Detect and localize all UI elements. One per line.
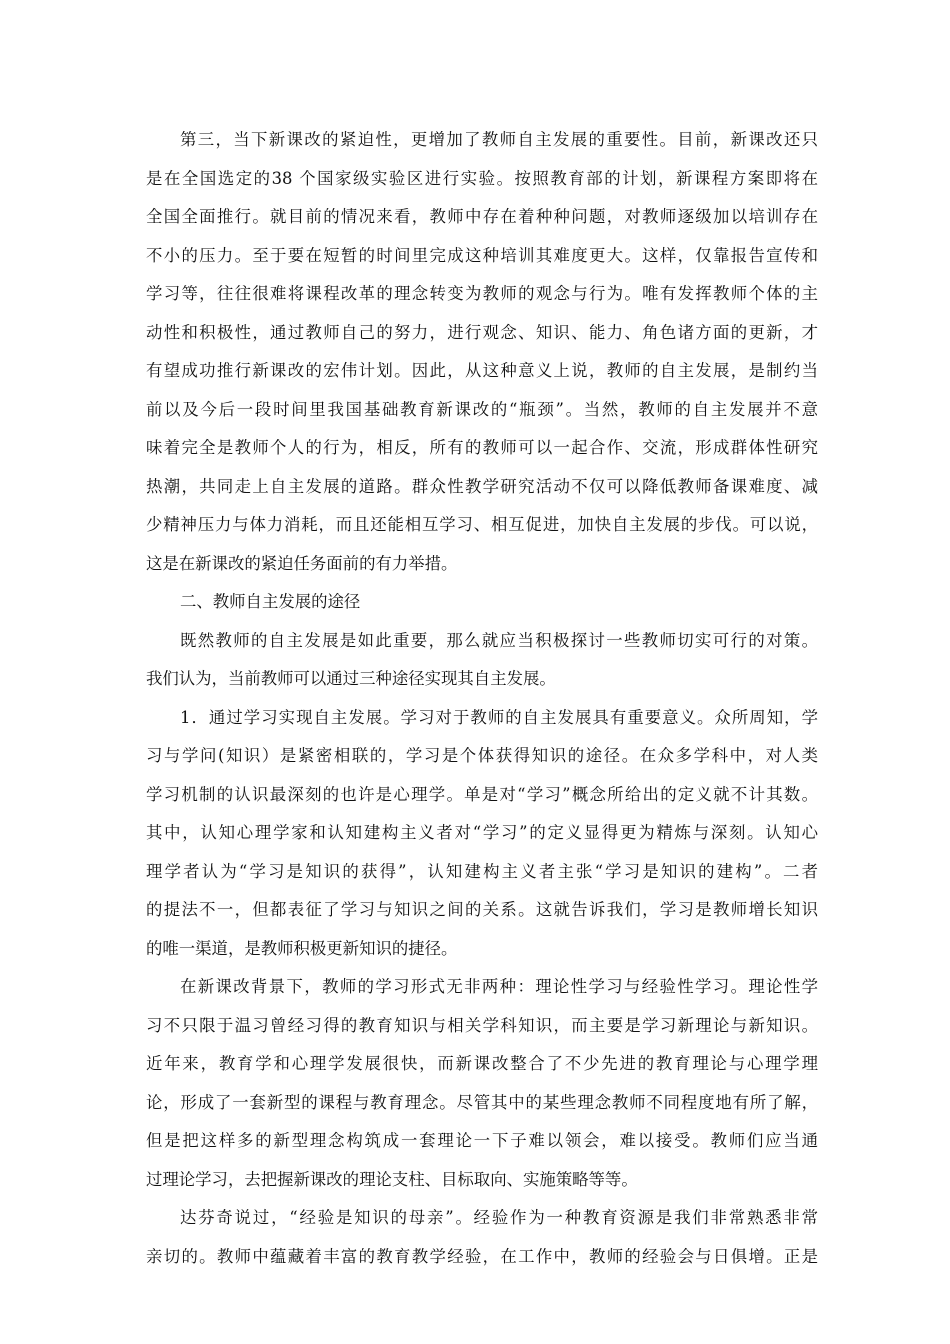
text-line: 学习机制的认识最深刻的也许是心理学。单是对“学习”概念所给出的定义就不计其数。 bbox=[146, 784, 818, 804]
text-line: 第三，当下新课改的紧迫性，更增加了教师自主发展的重要性。目前，新课改还只 bbox=[180, 130, 818, 149]
text-line: 习不只限于温习曾经习得的教育知识与相关学科知识，而主要是学习新理论与新知识。 bbox=[146, 1015, 818, 1035]
text-line: 近年来，教育学和心理学发展很快，而新课改整合了不少先进的教育理论与心理学理 bbox=[146, 1054, 818, 1073]
text-line: 二、教师自主发展的途径 bbox=[180, 592, 361, 611]
text-line: 达芬奇说过，“经验是知识的母亲”。经验作为一种教育资源是我们非常熟悉非常 bbox=[180, 1208, 818, 1227]
text-line: 动性和积极性，通过教师自己的努力，进行观念、知识、能力、角色诸方面的更新，才 bbox=[146, 322, 818, 342]
text-line: 亲切的。教师中蕴藏着丰富的教育教学经验，在工作中，教师的经验会与日俱增。正是 bbox=[146, 1246, 818, 1266]
text-line: 理学者认为“学习是知识的获得”，认知建构主义者主张“学习是知识的建构”。二者 bbox=[146, 861, 818, 881]
text-line: 论，形成了一套新型的课程与教育理念。尽管其中的某些理念教师不同程度地有所了解， bbox=[146, 1092, 818, 1112]
text-line: 是在全国选定的38 个国家级实验区进行实验。按照教育部的计划，新课程方案即将在 bbox=[146, 168, 818, 188]
body-text bbox=[146, 121, 818, 1276]
text-line: 前以及今后一段时间里我国基础教育新课改的“瓶颈”。当然，教师的自主发展并不意 bbox=[146, 399, 818, 419]
text-line: 其中，认知心理学家和认知建构主义者对“学习”的定义显得更为精炼与深刻。认知心 bbox=[146, 823, 818, 842]
text-line: 在新课改背景下，教师的学习形式无非两种：理论性学习与经验性学习。理论性学 bbox=[180, 977, 818, 996]
text-line: 有望成功推行新课改的宏伟计划。因此，从这种意义上说，教师的自主发展，是制约当 bbox=[146, 361, 818, 380]
text-line: 1．通过学习实现自主发展。学习对于教师的自主发展具有重要意义。众所周知，学 bbox=[180, 707, 818, 727]
text-line: 的唯一渠道，是教师积极更新知识的捷径。 bbox=[146, 938, 458, 958]
text-line: 我们认为，当前教师可以通过三种途径实现其自主发展。 bbox=[146, 669, 556, 688]
text-line: 习与学问(知识）是紧密相联的，学习是个体获得知识的途径。在众多学科中，对人类 bbox=[146, 746, 818, 765]
text-line: 既然教师的自主发展是如此重要，那么就应当积极探讨一些教师切实可行的对策。 bbox=[180, 630, 818, 650]
text-line: 学习等，往往很难将课程改革的理念转变为教师的观念与行为。唯有发挥教师个体的主 bbox=[146, 284, 818, 303]
text-line: 但是把这样多的新型理念构筑成一套理论一下子难以领会，难以接受。教师们应当通 bbox=[146, 1131, 818, 1150]
text-line: 热潮，共同走上自主发展的道路。群众性教学研究活动不仅可以降低教师备课难度、减 bbox=[146, 476, 818, 496]
text-line: 不小的压力。至于要在短暂的时间里完成这种培训其难度更大。这样，仅靠报告宣传和 bbox=[146, 245, 818, 265]
text-line: 味着完全是教师个人的行为，相反，所有的教师可以一起合作、交流，形成群体性研究 bbox=[146, 438, 818, 457]
text-line: 少精神压力与体力消耗，而且还能相互学习、相互促进，加快自主发展的步伐。可以说， bbox=[146, 515, 818, 534]
text-line: 这是在新课改的紧迫任务面前的有力举措。 bbox=[146, 553, 458, 573]
text-line: 过理论学习，去把握新课改的理论支柱、目标取向、实施策略等等。 bbox=[146, 1169, 638, 1189]
text-line: 的提法不一，但都表征了学习与知识之间的关系。这就告诉我们，学习是教师增长知识 bbox=[146, 900, 818, 919]
text-line: 全国全面推行。就目前的情况来看，教师中存在着种种问题，对教师逐级加以培训存在 bbox=[146, 207, 818, 226]
